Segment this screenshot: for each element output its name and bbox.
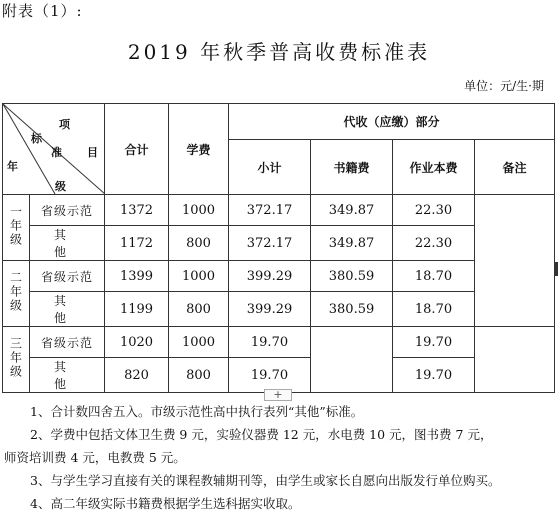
- header-row-1: [3, 104, 555, 140]
- note-3: 3、与学生学习直接有关的课程教辅期刊等，由学生或家长自愿向出版发行单位购买。: [30, 473, 501, 488]
- notes-section: [4, 400, 556, 515]
- tuition-cell: 1000: [169, 261, 229, 292]
- diag-label-mu: 目: [87, 146, 98, 159]
- books-cell: 380.59: [311, 261, 393, 292]
- books-cell: 380.59: [311, 292, 393, 327]
- total-cell: 1020: [105, 327, 169, 358]
- tuition-cell: 800: [169, 292, 229, 327]
- note-2: 2、学费中包括文体卫生费 9 元，实验仪器费 12 元，水电费 10 元，图书费 7 元，: [30, 427, 493, 442]
- total-header: 合计: [105, 104, 169, 195]
- diagonal-header-cell: [3, 104, 105, 195]
- table-row: [3, 292, 555, 327]
- table-row: [3, 195, 555, 226]
- tuition-header: 学费: [169, 104, 229, 195]
- subtotal-cell: 399.29: [229, 261, 311, 292]
- tuition-cell: 800: [169, 226, 229, 261]
- subtotal-cell: 19.70: [229, 358, 311, 393]
- diag-label-nian: 年: [7, 160, 18, 173]
- diag-label-ji: 级: [55, 180, 66, 193]
- school-type-cell: 省级示范: [30, 195, 105, 226]
- school-type-cell: 省级示范: [30, 327, 105, 358]
- diag-label-zhun: 准: [51, 146, 62, 159]
- subtotal-cell: 19.70: [229, 327, 311, 358]
- workbook-cell: 19.70: [393, 327, 475, 358]
- school-type-cell: 其 他: [30, 358, 105, 393]
- note-1: 1、合计数四舍五入。市级示范性高中执行表列“其他”标准。: [30, 404, 364, 419]
- workbook-cell: 18.70: [393, 261, 475, 292]
- subtotal-cell: 399.29: [229, 292, 311, 327]
- fee-table: [2, 103, 555, 393]
- table-row: [3, 327, 555, 358]
- workbook-cell: 22.30: [393, 195, 475, 226]
- collect-group-header: 代收（应缴）部分: [229, 104, 555, 140]
- subtotal-cell: 372.17: [229, 195, 311, 226]
- total-cell: 1399: [105, 261, 169, 292]
- remarks-cell: [475, 195, 555, 327]
- workbook-cell: 22.30: [393, 226, 475, 261]
- total-cell: 820: [105, 358, 169, 393]
- total-cell: 1199: [105, 292, 169, 327]
- page-title: 2019 年秋季普高收费标准表: [127, 40, 431, 64]
- note-2-continued: 师资培训费 4 元，电教费 5 元。: [4, 450, 186, 465]
- unit-label: 单位：元/生·期: [464, 79, 544, 93]
- tuition-cell: 1000: [169, 195, 229, 226]
- subtotal-cell: 372.17: [229, 226, 311, 261]
- remarks-header: 备注: [475, 140, 555, 195]
- grade-cell: 一年级: [3, 195, 30, 261]
- attachment-label: 附表（1）:: [2, 2, 83, 20]
- workbook-cell: 19.70: [393, 358, 475, 393]
- books-cell: 349.87: [311, 226, 393, 261]
- books-cell: [311, 327, 393, 393]
- table-row: [3, 261, 555, 292]
- diag-label-std: 标: [31, 132, 42, 145]
- add-row-button[interactable]: +: [264, 389, 292, 401]
- books-cell: 349.87: [311, 195, 393, 226]
- note-4: 4、高二年级实际书籍费根据学生选科据实收取。: [30, 496, 301, 511]
- subtotal-header: 小计: [229, 140, 311, 195]
- books-header: 书籍费: [311, 140, 393, 195]
- tuition-cell: 800: [169, 358, 229, 393]
- total-cell: 1372: [105, 195, 169, 226]
- workbook-header: 作业本费: [393, 140, 475, 195]
- tuition-cell: 1000: [169, 327, 229, 358]
- grade-cell: 三年级: [3, 327, 30, 393]
- remarks-cell: [475, 327, 555, 393]
- workbook-cell: 18.70: [393, 292, 475, 327]
- table-row: [3, 226, 555, 261]
- grade-cell: 二年级: [3, 261, 30, 327]
- total-cell: 1172: [105, 226, 169, 261]
- diag-label-item: 项: [59, 118, 70, 131]
- school-type-cell: 其 他: [30, 292, 105, 327]
- school-type-cell: 其 他: [30, 226, 105, 261]
- school-type-cell: 省级示范: [30, 261, 105, 292]
